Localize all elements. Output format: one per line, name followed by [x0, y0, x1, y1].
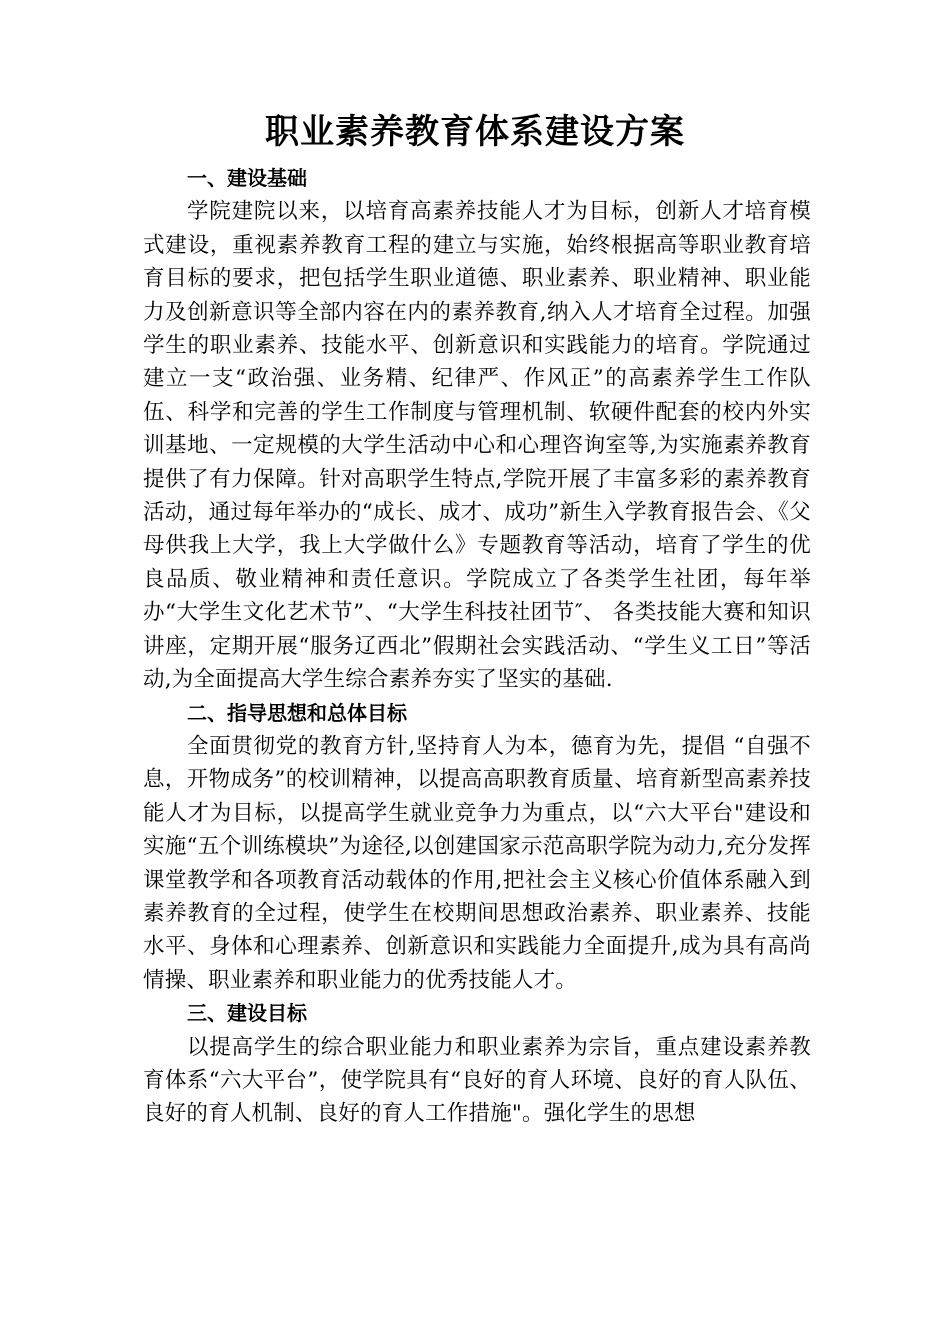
section-paragraph-guiding-ideology: 全面贯彻党的教育方针,坚持育人为本，德育为先，提倡 “自强不息，开物成务”的校训精神，以提高高职教育质量、培育新型高素养技能人才为目标，以提高学生就业竞争力为重点，以“六大平台"建设和实施“五个训练模块”为途径,以创建国家示范高职学院为动力,充分发挥课堂教学和各项教育活动载体的作用,把社会主义核心价值体系融入到素养教育的全过程，使学生在校期间思想政治素养、职业素养、技能水平、身体和心理素养、创新意识和实践能力全面提升,成为具有高尚情操、职业素养和职业能力的优秀技能人才。	[143, 733, 811, 993]
document-title: 职业素养教育体系建设方案	[265, 112, 685, 152]
section-heading-construction-goals: 三、建设目标	[187, 1001, 307, 1026]
section-paragraph-construction-goals: 以提高学生的综合职业能力和职业素养为宗旨，重点建设素养教育体系“六大平台”，使学院具有“良好的育人环境、良好的育人队伍、良好的育人机制、良好的育人工作措施"。强化学生的思想	[143, 1034, 811, 1127]
section-heading-foundation: 一、建设基础	[187, 166, 307, 190]
section-heading-guiding-ideology: 二、指导思想和总体目标	[187, 700, 407, 725]
section-paragraph-foundation: 学院建院以来，以培育高素养技能人才为目标，创新人才培育模式建设，重视素养教育工程的建立与实施，始终根据高等职业教育培育目标的要求，把包括学生职业道德、职业素养、职业精神、职业能力及创新意识等全部内容在内的素养教育,纳入人才培育全过程。加强学生的职业素养、技能水平、创新意识和实践能力的培育。学院通过建立一支“政治强、业务精、纪律严、作风正”的高素养学生工作队伍、科学和完善的学生工作制度与管理机制、软硬件配套的校内外实训基地、一定规模的大学生活动中心和心理咨询室等,为实施素养教育提供了有力保障。针对高职学生特点,学院开展了丰富多彩的素养教育活动，通过每年举办的“成长、成才、成功”新生入学教育报告会、《父母供我上大学，我上大学做什么》专题教育等活动，培育了学生的优良品质、敬业精神和责任意识。学院成立了各类学生社团，每年举办“大学生文化艺术节”、“大学生科技社团节″、 各类技能大赛和知识讲座，定期开展“服务辽西北”假期社会实践活动、“学生义工日”等活动,为全面提高大学生综合素养夯实了坚实的基础.	[143, 199, 811, 693]
document-body	[143, 162, 811, 1131]
